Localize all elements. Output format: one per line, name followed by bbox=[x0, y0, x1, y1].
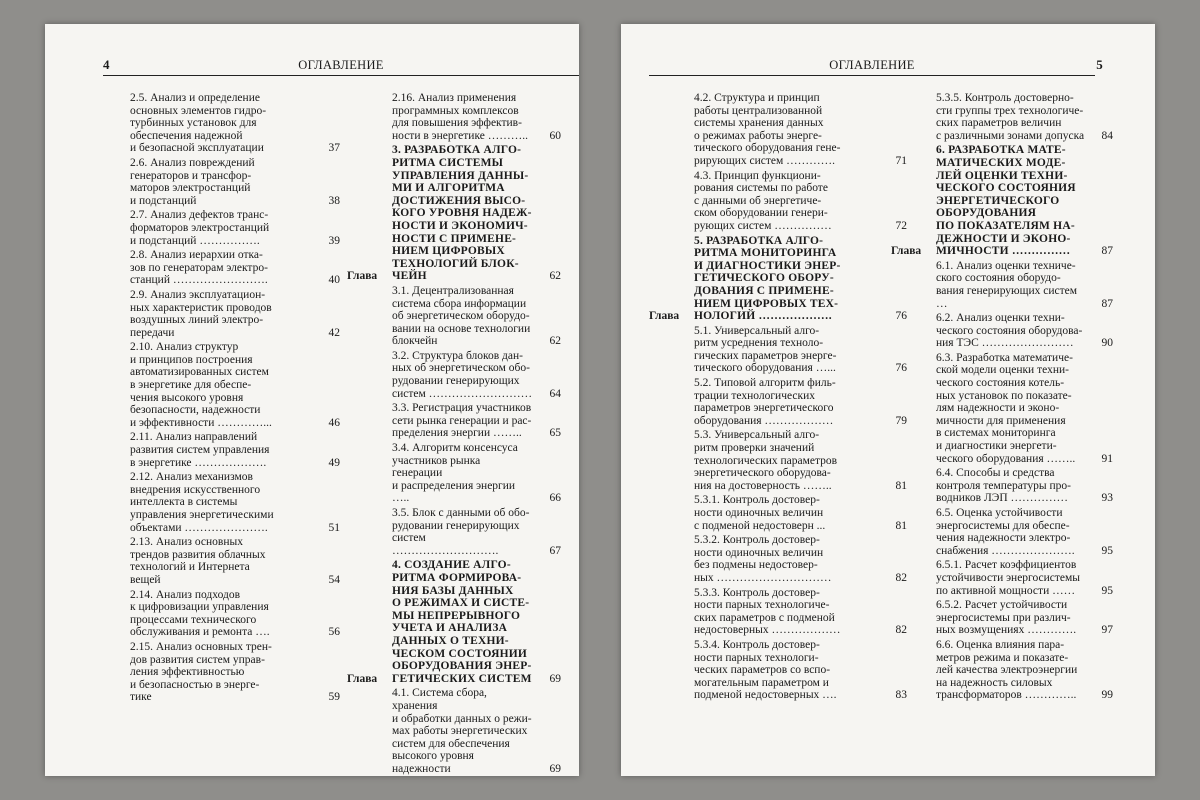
toc-entry-label: Глава bbox=[347, 270, 378, 283]
toc-entry bbox=[85, 471, 340, 534]
toc-entry-page: 37 bbox=[328, 142, 340, 155]
toc-entry-text: 6.5.1. Расчет коэффициентов устойчивости энергосистемы по активной мощности …… bbox=[936, 559, 1081, 597]
right-col-2 bbox=[891, 92, 1113, 704]
toc-entry-text: 5.3.1. Контроль достовер- ности одиночных величин с подменой недостоверн ... bbox=[694, 494, 826, 532]
toc-entry-text: 5.1. Универсальный алго- ритм усреднения техноло- гических параметров энерге- тического оборудования …... bbox=[694, 324, 837, 375]
toc-entry-page: 76 bbox=[895, 362, 907, 375]
toc-entry-text: 2.12. Анализ механизмов внедрения искусственного интеллекта в системы управления энергетическими объектами …………………. bbox=[130, 471, 274, 534]
right-page-title: ОГЛАВЛЕНИЕ bbox=[829, 58, 915, 72]
toc-entry-page: 38 bbox=[328, 194, 340, 207]
toc-entry-page: 76 bbox=[895, 310, 907, 323]
toc-entry-page: 87 bbox=[1101, 245, 1113, 258]
toc-entry-text: 4.1. Система сбора, хранения и обработки данных о режи- мах работы энергетических систем для обеспечения высокого уровня надежности bbox=[392, 687, 532, 775]
toc-entry-page: 99 bbox=[1101, 689, 1113, 702]
toc-entry bbox=[347, 350, 561, 400]
toc-entry bbox=[649, 377, 907, 427]
toc-entry-text: 6.3. Разработка математиче- ской модели оценки техни- ческого состояния котель- ных установок по показате- лям надежности и эконо- мичности для применения в системах мониторинга и диагностики энергети- ческого оборудования …….. bbox=[936, 351, 1076, 465]
toc-entry bbox=[85, 341, 340, 429]
toc-entry-page: 95 bbox=[1101, 544, 1113, 557]
toc-entry-page: 39 bbox=[328, 234, 340, 247]
toc-entry bbox=[85, 157, 340, 207]
toc-entry-text: 5.2. Типовой алгоритм филь- трации технологических параметров энергетического оборудования ……………… bbox=[694, 377, 836, 427]
left-page-number: 4 bbox=[103, 57, 110, 72]
toc-entry-text: 2.7. Анализ дефектов транс- форматоров электростанций и подстанций ……………. bbox=[130, 209, 270, 247]
toc-entry-page: 91 bbox=[1101, 452, 1113, 465]
toc-entry-page: 93 bbox=[1101, 492, 1113, 505]
toc-entry bbox=[891, 352, 1113, 465]
toc-entry bbox=[347, 687, 561, 775]
toc-entry bbox=[891, 260, 1113, 310]
toc-entry-text: 2.15. Анализ основных трен- дов развития систем управ- ления эффективностью и безопасностью в энерге- тике bbox=[130, 640, 272, 704]
toc-entry-page: 87 bbox=[1101, 297, 1113, 310]
toc-entry bbox=[649, 92, 907, 168]
toc-entry-text: 6.2. Анализ оценки техни- ческого состояния оборудова- ния ТЭС …………………… bbox=[936, 312, 1083, 350]
toc-entry bbox=[649, 534, 907, 584]
toc-entry bbox=[85, 589, 340, 639]
toc-entry-page: 46 bbox=[328, 416, 340, 429]
left-page-title: ОГЛАВЛЕНИЕ bbox=[298, 58, 384, 72]
toc-entry bbox=[891, 639, 1113, 702]
toc-entry-text: 2.10. Анализ структур и принципов построения автоматизированных систем в энергетике для обеспе- чения высокого уровня безопасности, надежности и эффективности …………... bbox=[130, 341, 272, 429]
toc-entry-page: 82 bbox=[895, 571, 907, 584]
toc-entry-text: 4. СОЗДАНИЕ АЛГО- РИТМА ФОРМИРОВА- НИЯ БАЗЫ ДАННЫХ О РЕЖИМАХ И СИСТЕ- МЫ НЕПРЕРЫВНОГО УЧЕТА И АНАЛИЗА ДАННЫХ О ТЕХНИ- ЧЕСКОМ СОСТОЯНИИ ОБОРУДОВАНИЯ ЭНЕР- ГЕТИЧЕСКИХ СИСТЕМ bbox=[392, 559, 532, 685]
toc-entry-page: 59 bbox=[328, 691, 340, 704]
right-running-head bbox=[649, 57, 1103, 76]
toc-entry-text: 6. РАЗРАБОТКА МАТЕ- МАТИЧЕСКИХ МОДЕ- ЛЕЙ ОЦЕНКИ ТЕХНИ- ЧЕСКОГО СОСТОЯНИЯ ЭНЕРГЕТИЧЕСКОГО ОБОРУДОВАНИЯ ПО ПОКАЗАТЕЛЯМ НА- ДЕЖНОСТИ И ЭКОНО- МИЧНОСТИ …………… bbox=[936, 144, 1076, 258]
toc-entry-label: Глава bbox=[649, 310, 680, 323]
toc-entry-page: 69 bbox=[549, 672, 561, 685]
toc-entry-page: 79 bbox=[895, 414, 907, 427]
toc-chapter-entry bbox=[891, 144, 1113, 257]
toc-entry-page: 40 bbox=[328, 274, 340, 287]
toc-entry-page: 67 bbox=[549, 544, 561, 557]
toc-entry bbox=[649, 587, 907, 637]
toc-entry-text: 2.6. Анализ повреждений генераторов и трансфор- маторов электростанций и подстанций bbox=[130, 156, 255, 207]
toc-entry bbox=[891, 599, 1113, 637]
toc-entry-page: 81 bbox=[895, 479, 907, 492]
toc-entry bbox=[85, 289, 340, 339]
toc-entry-text: 6.1. Анализ оценки техниче- ского состояния оборудо- вания генерирующих систем … bbox=[936, 259, 1078, 310]
toc-entry-page: 65 bbox=[549, 427, 561, 440]
toc-entry-page: 54 bbox=[328, 573, 340, 586]
toc-entry-text: 4.2. Структура и принцип работы централизованной системы хранения данных о режимах работы энерге- тического оборудования гене- рирующих систем …………. bbox=[694, 92, 841, 167]
toc-entry bbox=[649, 170, 907, 233]
toc-entry-page: 51 bbox=[328, 521, 340, 534]
toc-entry-text: 2.16. Анализ применения программных комплексов для повышения эффектив- ности в энергетике ……….. bbox=[392, 92, 528, 142]
toc-entry-text: 2.13. Анализ основных трендов развития облачных технологий и Интернета вещей bbox=[130, 536, 266, 586]
left-col-1 bbox=[85, 92, 340, 706]
toc-entry-page: 62 bbox=[549, 335, 561, 348]
toc-entry-page: 64 bbox=[549, 387, 561, 400]
toc-entry-text: 6.5.2. Расчет устойчивости энергосистемы при различ- ных возмущениях …………. bbox=[936, 599, 1077, 637]
toc-entry bbox=[347, 442, 561, 505]
toc-entry-text: 2.11. Анализ направлений развития систем управления в энергетике ………………. bbox=[130, 431, 270, 469]
toc-entry bbox=[347, 285, 561, 348]
toc-chapter-entry bbox=[649, 235, 907, 323]
toc-entry-text: 3.1. Децентрализованная система сбора информации об энергетическом оборудо- вании на основе технологии блокчейн bbox=[392, 284, 531, 348]
toc-entry-text: 5.3. Универсальный алго- ритм проверки значений технологических параметров энергетического оборудова- ния на достоверность …….. bbox=[694, 429, 838, 492]
left-running-head bbox=[103, 59, 579, 76]
left-col-2 bbox=[347, 92, 561, 777]
toc-entry-text: 5.3.2. Контроль достовер- ности одиночных величин без подмены недостовер- ных ………………………… bbox=[694, 534, 832, 584]
toc-entry-text: 3.3. Регистрация участников сети рынка генерации и рас- пределения энергии …….. bbox=[392, 402, 532, 440]
toc-entry-page: 90 bbox=[1101, 337, 1113, 350]
toc-entry bbox=[649, 325, 907, 375]
toc-entry-page: 95 bbox=[1101, 584, 1113, 597]
toc-entry-page: 60 bbox=[549, 129, 561, 142]
toc-entry-page: 72 bbox=[895, 219, 907, 232]
toc-entry-page: 83 bbox=[895, 689, 907, 702]
toc-entry bbox=[891, 92, 1113, 142]
toc-entry bbox=[649, 429, 907, 492]
toc-entry-page: 66 bbox=[549, 492, 561, 505]
toc-entry bbox=[649, 494, 907, 532]
toc-entry-text: 3.2. Структура блоков дан- ных об энергетическом обо- рудовании генерирующих систем ……………………… bbox=[392, 349, 533, 400]
toc-entry-page: 84 bbox=[1101, 129, 1113, 142]
toc-entry bbox=[347, 507, 561, 557]
toc-chapter-entry bbox=[347, 559, 561, 685]
toc-entry bbox=[85, 249, 340, 287]
right-col-1 bbox=[649, 92, 907, 704]
toc-entry-page: 82 bbox=[895, 624, 907, 637]
toc-entry-page: 49 bbox=[328, 456, 340, 469]
toc-entry-text: 2.5. Анализ и определение основных элементов гидро- турбинных установок для обеспечения надежной и безопасной эксплуатации bbox=[130, 92, 267, 155]
toc-entry bbox=[649, 639, 907, 702]
toc-entry bbox=[891, 312, 1113, 350]
toc-entry bbox=[85, 641, 340, 704]
toc-entry-page: 56 bbox=[328, 626, 340, 639]
toc-entry bbox=[891, 507, 1113, 557]
toc-entry bbox=[347, 402, 561, 440]
toc-entry-label: Глава bbox=[347, 672, 378, 685]
toc-entry-label: Глава bbox=[891, 245, 922, 258]
toc-entry-text: 5.3.5. Контроль достоверно- сти группы трех технологиче- ских параметров величин с различными зонами допуска bbox=[936, 92, 1085, 142]
toc-entry-text: 3.5. Блок с данными об обо- рудовании генерирующих систем ………………………. bbox=[392, 507, 530, 557]
toc-entry-text: 5.3.4. Контроль достовер- ности парных технологи- ческих параметров со вспо- могательным параметром и подменой недостоверных …. bbox=[694, 638, 837, 702]
toc-entry-page: 81 bbox=[895, 519, 907, 532]
toc-entry-text: 6.6. Оценка влияния пара- метров режима и показате- лей качества электроэнергии на надежность силовых трансформаторов ………….. bbox=[936, 638, 1078, 702]
toc-entry-text: 6.5. Оценка устойчивости энергосистемы для обеспе- чения надежности электро- снабжения …………………. bbox=[936, 507, 1075, 557]
left-page bbox=[45, 24, 579, 776]
toc-entry-text: 5.3.3. Контроль достовер- ности парных технологиче- ских параметров с подменой недостоверных ……………… bbox=[694, 586, 841, 637]
toc-entry bbox=[85, 209, 340, 247]
toc-entry-page: 71 bbox=[895, 154, 907, 167]
toc-entry bbox=[85, 431, 340, 469]
toc-entry-page: 69 bbox=[549, 762, 561, 775]
right-page-number: 5 bbox=[1096, 57, 1103, 72]
toc-entry-text: 6.4. Способы и средства контроля температуры про- водников ЛЭП …………… bbox=[936, 467, 1072, 505]
toc-entry bbox=[85, 92, 340, 155]
toc-entry-page: 42 bbox=[328, 326, 340, 339]
toc-entry bbox=[85, 536, 340, 586]
toc-entry-text: 2.9. Анализ эксплуатацион- ных характеристик проводов воздушных линий электро- передачи bbox=[130, 288, 272, 339]
toc-entry-text: 3.4. Алгоритм консенсуса участников рынка генерации и распределения энергии ….. bbox=[392, 442, 518, 505]
toc-entry-text: 3. РАЗРАБОТКА АЛГО- РИТМА СИСТЕМЫ УПРАВЛЕНИЯ ДАННЫ- МИ И АЛГОРИТМА ДОСТИЖЕНИЯ ВЫСО- КОГО УРОВНЯ НАДЕЖ- НОСТИ И ЭКОНОМИЧ- НОСТИ С ПРИМЕНЕ- НИЕМ ЦИФРОВЫХ ТЕХНОЛОГИЙ БЛОК- ЧЕЙН bbox=[392, 144, 532, 283]
toc-entry-text: 5. РАЗРАБОТКА АЛГО- РИТМА МОНИТОРИНГА И ДИАГНОСТИКИ ЭНЕР- ГЕТИЧЕСКОГО ОБОРУ- ДОВАНИЯ С ПРИМЕНЕ- НИЕМ ЦИФРОВЫХ ТЕХ- НОЛОГИЙ ………………. bbox=[694, 234, 841, 323]
toc-entry-text: 2.14. Анализ подходов к цифровизации управления процессами технического обслуживания и ремонта …. bbox=[130, 588, 270, 639]
toc-entry bbox=[891, 559, 1113, 597]
toc-entry bbox=[347, 92, 561, 142]
right-page bbox=[621, 24, 1155, 776]
toc-entry-text: 2.8. Анализ иерархии отка- зов по генераторам электро- станций ……………………. bbox=[130, 249, 268, 287]
toc-entry-text: 4.3. Принцип функциони- рования системы по работе с данными об энергетиче- ском оборудовании генери- рующих систем …………… bbox=[694, 169, 832, 232]
toc-entry-page: 97 bbox=[1101, 624, 1113, 637]
toc-entry-page: 62 bbox=[549, 270, 561, 283]
toc-chapter-entry bbox=[347, 144, 561, 283]
toc-entry bbox=[891, 467, 1113, 505]
